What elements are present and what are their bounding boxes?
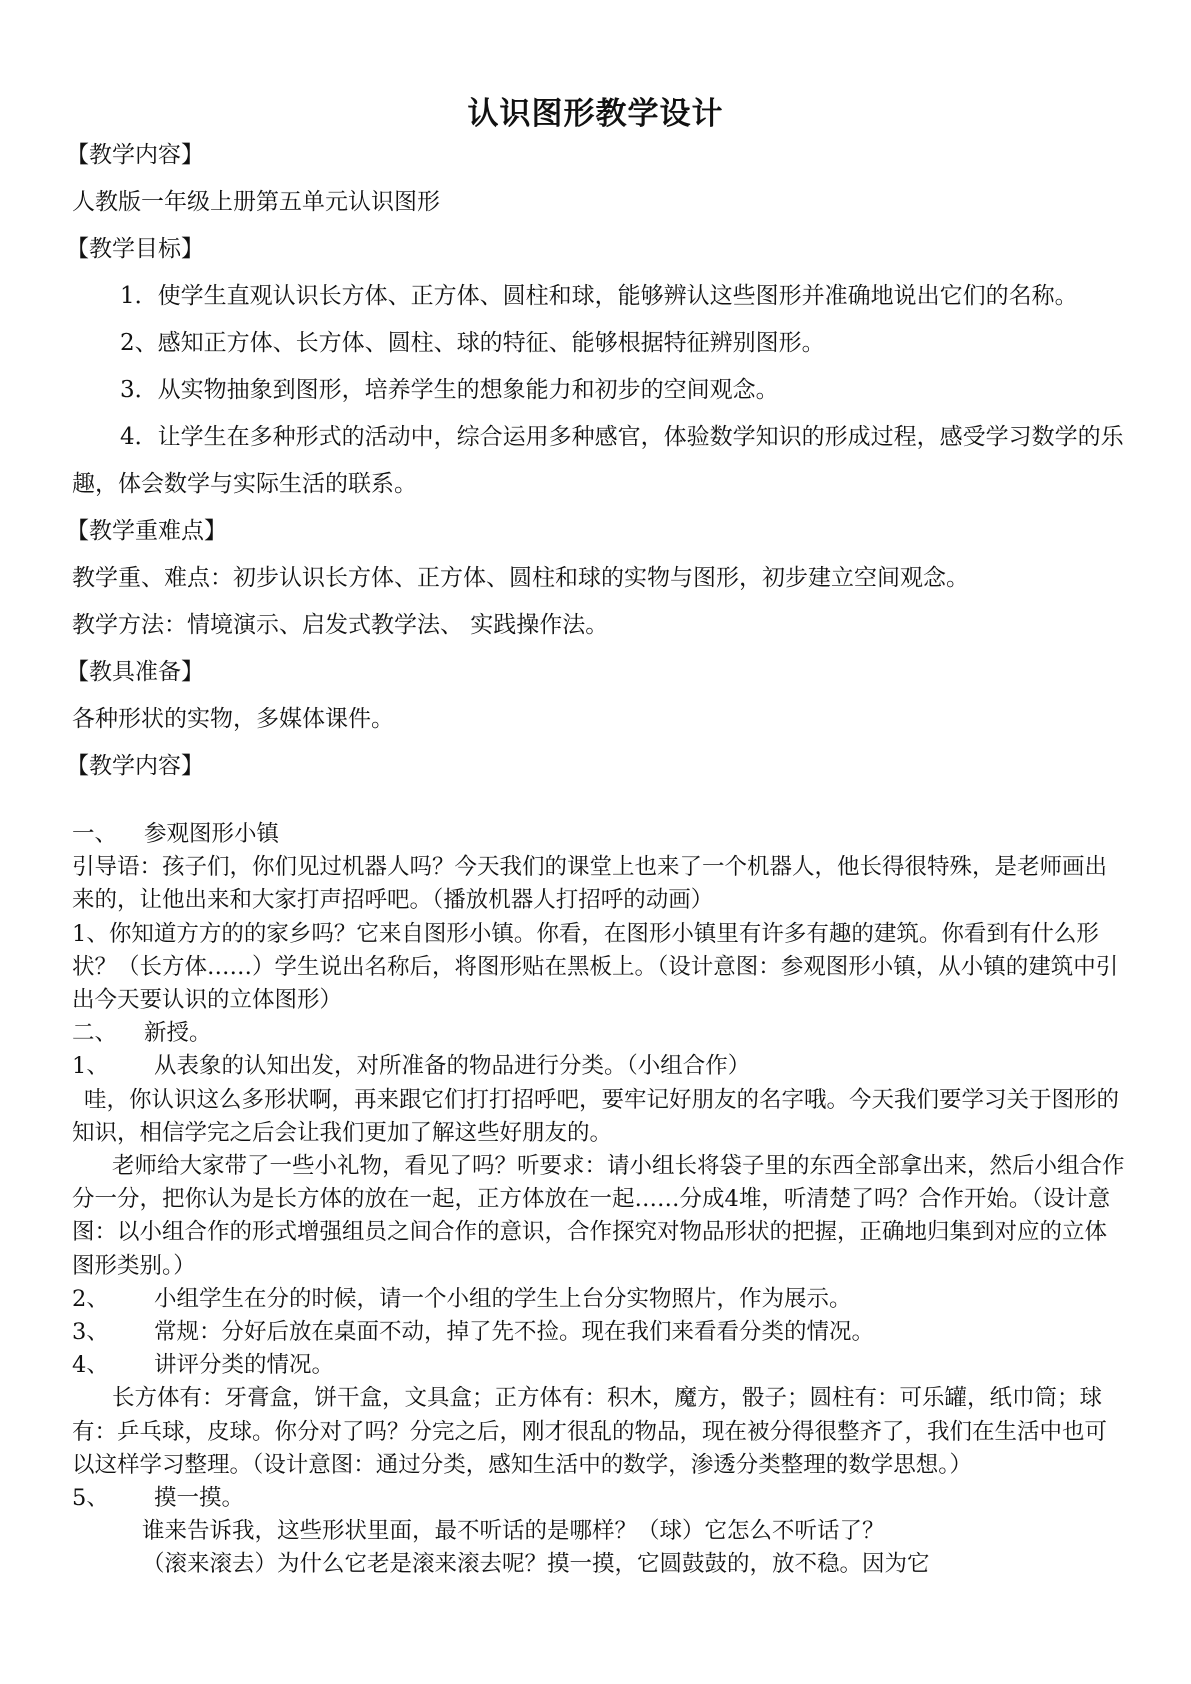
goal-2: 2、感知正方体、长方体、圆柱、球的特征、能够根据特征辨别图形。: [120, 330, 825, 356]
section-process: [72, 818, 1127, 1582]
heading-teaching-content: 【教学内容】: [66, 142, 204, 168]
item-text: 摸一摸。: [154, 1485, 245, 1512]
item-number: 1、: [72, 1053, 109, 1080]
goal-1: 1．使学生直观认识长方体、正方体、圆柱和球，能够辨认这些图形并准确地说出它们的名称。: [120, 283, 1078, 309]
heading-teaching-process: 【教学内容】: [66, 753, 204, 779]
item-number: 5、: [72, 1485, 109, 1512]
item-number: 4、: [72, 1352, 109, 1379]
step-text: 参观图形小镇: [144, 821, 280, 847]
paragraph-gifts: 老师给大家带了一些小礼物，看见了吗？听要求：请小组长将袋子里的东西全部拿出来，然后小组合作分一分，把你认为是长方体的放在一起，正方体放在一起……分成4堆，听清楚了吗？合作开始。（设计意图：以小组合作的形式增强组员之间合作的意识，合作探究对物品形状的把握，正确地归集到对应的立体图形类别。）: [72, 1153, 1125, 1279]
item-text: 讲评分类的情况。: [154, 1352, 335, 1379]
item-text: 从表象的认知出发，对所准备的物品进行分类。（小组合作）: [154, 1053, 751, 1080]
goal-3: 3．从实物抽象到图形，培养学生的想象能力和初步的空间观念。: [120, 377, 779, 403]
paragraph-key-points: 教学重、难点：初步认识长方体、正方体、圆柱和球的实物与图形，初步建立空间观念。: [72, 565, 969, 591]
item-text: 小组学生在分的时候，请一个小组的学生上台分实物照片，作为展示。: [154, 1285, 852, 1312]
heading-key-points: 【教学重难点】: [66, 518, 227, 544]
item-number: 2、: [72, 1285, 109, 1312]
paragraph-methods: 教学方法：情境演示、启发式教学法、 实践操作法。: [72, 612, 609, 638]
item-5: [72, 1482, 1127, 1515]
document-title: 认识图形教学设计: [467, 96, 724, 132]
paragraph-touch-answer: （滚来滚去）为什么它老是滚来滚去呢？摸一摸，它圆鼓鼓的，放不稳。因为它: [142, 1551, 930, 1578]
paragraph-textbook: 人教版一年级上册第五单元认识图形: [72, 189, 440, 215]
step-number: 二、: [72, 1020, 118, 1047]
paragraph-intro: 引导语：孩子们，你们见过机器人吗？今天我们的课堂上也来了一个机器人，他长得很特殊，是老师画出来的，让他出来和大家打声招呼吧。（播放机器人打招呼的动画）: [72, 854, 1108, 914]
section-overview: [66, 132, 1127, 790]
goal-4: 4．让学生在多种形式的活动中，综合运用多种感官，体验数学知识的形成过程，感受学习数学的乐趣，体会数学与实际生活的联系。: [72, 424, 1124, 497]
paragraph-town: 1、你知道方方的的家乡吗？它来自图形小镇。你看，在图形小镇里有许多有趣的建筑。你看到有什么形状？（长方体……）学生说出名称后，将图形贴在黑板上。（设计意图：参观图形小镇，从小镇的建筑中引出今天要认识的立体图形）: [72, 920, 1119, 1014]
heading-teaching-aids: 【教具准备】: [66, 659, 204, 685]
step-1-heading: [72, 818, 1127, 851]
item-text: 常规：分好后放在桌面不动，掉了先不捡。现在我们来看看分类的情况。: [154, 1319, 875, 1346]
item-3: [72, 1316, 1127, 1349]
item-1: [72, 1050, 1127, 1083]
paragraph-teaching-aids: 各种形状的实物，多媒体课件。: [72, 706, 394, 732]
paragraph-greeting: 哇，你认识这么多形状啊，再来跟它们打打招呼吧，要牢记好朋友的名字哦。今天我们要学习关于图形的知识，相信学完之后会让我们更加了解这些好朋友的。: [72, 1086, 1120, 1146]
paragraph-touch-question: 谁来告诉我，这些形状里面，最不听话的是哪样？（球）它怎么不听话了？: [142, 1518, 885, 1545]
step-number: 一、: [72, 821, 118, 847]
heading-teaching-goals: 【教学目标】: [66, 236, 204, 262]
step-text: 新授。: [144, 1020, 212, 1047]
paragraph-classification: 长方体有：牙膏盒，饼干盒，文具盒；正方体有：积木，魔方，骰子；圆柱有：可乐罐，纸巾筒；球有：乒乓球，皮球。你分对了吗？分完之后，刚才很乱的物品，现在被分得很整齐了，我们在生活中也可以这样学习整理。（设计意图：通过分类，感知生活中的数学，渗透分类整理的数学思想。）: [72, 1385, 1108, 1478]
item-4: [72, 1349, 1127, 1382]
step-2-heading: [72, 1017, 1127, 1050]
item-number: 3、: [72, 1319, 109, 1346]
item-2: [72, 1283, 1127, 1316]
